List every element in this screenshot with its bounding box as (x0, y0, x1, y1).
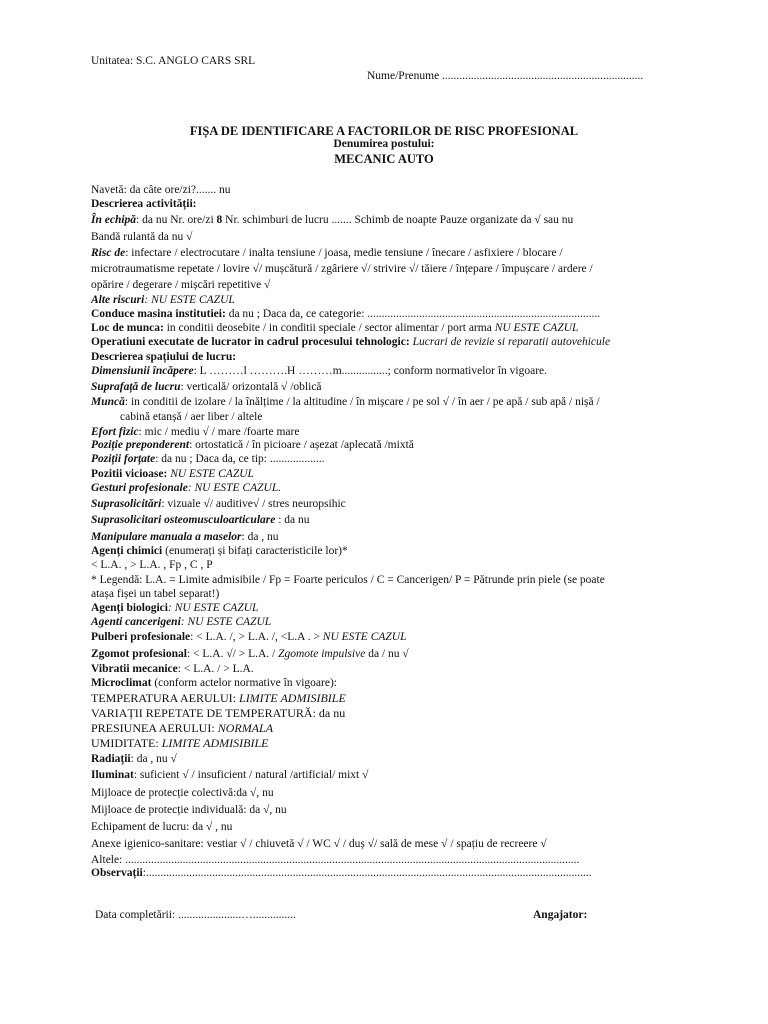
name-field: Nume/Prenume ...................................................................... (367, 70, 644, 82)
text: : infectare / electrocutare / inalta tensiune / joasa, medie tensiune / înecare / asfixiere / blocare / (125, 247, 563, 259)
row-dimensiuni (91, 364, 547, 378)
row-operatiuni (91, 335, 610, 349)
row-munca (91, 395, 600, 409)
text: (enumerați și bifați caracteristicile lor)* (162, 545, 348, 557)
label: Pozitii vicioase: (91, 468, 168, 480)
text: : da nu ; Daca da, ce tip: ................... (155, 453, 325, 465)
label: Suprasolicitari osteomusculoarticulare (91, 514, 276, 526)
value: : NU ESTE CAZUL (168, 602, 259, 614)
row-iluminat (91, 768, 368, 782)
text: : in conditii de izolare / la înălțime / la altitudine / în mișcare / pe sol √ / în aer / pe apă / sub apă / nișă / (124, 396, 600, 408)
row-echipament: Echipament de lucru: da √ , nu (91, 821, 233, 833)
row-loc-de-munca (91, 321, 578, 335)
text: : mic / mediu √ / mare /foarte mare (138, 426, 300, 438)
text: : ortostatică / în picioare / așezat /aplecată /mixtă (189, 439, 414, 451)
value: LIMITE ADMISIBILE (239, 691, 346, 705)
value: NU ESTE CAZUL (167, 468, 254, 480)
text: : < L.A. / > L.A. (177, 663, 254, 675)
text: : suficient √ / insuficient / natural /artificial/ mixt √ (133, 769, 369, 781)
label: Agenți biologici (91, 602, 168, 614)
row-pozitii-fortate (91, 452, 324, 466)
row-suprafata (91, 380, 322, 394)
label: Risc de (91, 247, 126, 259)
row-agenti-chimici (91, 544, 348, 558)
row-osteomusculo (91, 513, 310, 527)
row-risc (91, 246, 563, 260)
row-variatii: VARIAȚII REPETATE DE TEMPERATURĂ: da nu (91, 706, 346, 720)
label: Pulberi profesionale (91, 631, 191, 643)
row-gesturi (91, 481, 281, 495)
row-conduce-masina (91, 307, 600, 321)
text: : da nu Nr. ore/zi (136, 214, 217, 226)
row-presiune (91, 721, 273, 735)
row-legenda: * Legendă: L.A. = Limite admisibile / Fp = Foarte periculos / C = Cancerigen/ P = Pătrunde prin piele (se poate (91, 574, 605, 586)
text: : da , nu (241, 531, 279, 543)
label: În echipă (91, 214, 137, 226)
text: da / nu √ (365, 648, 409, 660)
text: in conditii deosebite / in conditii speciale / sector alimentar / port arma (163, 322, 495, 334)
row-banda: Bandă rulantă da nu √ (91, 231, 193, 243)
row-observatii (91, 866, 592, 880)
label: Efort fizic (91, 426, 139, 438)
post-label: Denumirea postului: (333, 138, 435, 150)
row-pulberi (91, 630, 407, 644)
row-anexe: Anexe igienico-sanitare: vestiar √ / chiuvetă √ / WC √ / duș √/ sală de mese √ / spațiu de recreere √ (91, 838, 547, 850)
row-umiditate (91, 736, 268, 750)
row-temperatura (91, 691, 346, 705)
row-protectie-colectiva: Mijloace de protecție colectivă:da √, nu (91, 787, 274, 799)
label: Manipulare manuala a maselor (91, 531, 242, 543)
text: : < L.A. /, > L.A. /, <L.A . > (190, 631, 323, 643)
label: Suprafață de lucru (91, 381, 181, 393)
unit-header: Unitatea: S.C. ANGLO CARS SRL (91, 55, 256, 67)
label: Poziție preponderent (91, 439, 190, 451)
label: Conduce masina institutiei: (91, 308, 226, 320)
row-risc-3: opărire / degerare / mișcări repetitive √ (91, 279, 271, 291)
label: Operatiuni executate de lucrator in cadrul procesului tehnologic: (91, 336, 410, 348)
value: Zgomote impulsive (278, 648, 366, 660)
row-protectie-individuala: Mijloace de protecție individuală: da √, nu (91, 804, 287, 816)
label: UMIDITATE: (91, 736, 162, 750)
label: Gesturi profesionale (91, 482, 188, 494)
value: : NU ESTE CAZUL (180, 616, 272, 628)
value: Lucrari de revizie si reparatii autovehicule (409, 336, 611, 348)
row-in-echipa (91, 213, 573, 227)
label: Iluminat (91, 769, 134, 781)
row-pozitie (91, 438, 414, 452)
row-alte-riscuri (91, 293, 235, 307)
label: Vibratii mecanice (91, 663, 178, 675)
value: NU ESTE CAZUL (322, 631, 407, 643)
text: : L ………l ……….H ………m................; conform normativelor în vigoare. (193, 365, 548, 377)
row-altele: Altele: .............................................................................................................................................................. (91, 854, 580, 866)
date-completed: Data completării: ......................…............... (95, 909, 296, 921)
label: Alte riscuri (91, 294, 145, 306)
label: Observații (91, 867, 143, 879)
label: Muncă (91, 396, 125, 408)
row-descriere-activitati: Descrierea activității: (91, 198, 197, 210)
post-name: MECANIC AUTO (334, 152, 434, 166)
row-agenti-biologici (91, 601, 258, 615)
document-title: FIȘA DE IDENTIFICARE A FACTORILOR DE RISC PROFESIONAL (189, 124, 579, 138)
text: : da , nu √ (130, 753, 177, 765)
row-risc-2: microtraumatisme repetate / lovire √/ mușcătură / zgâriere √/ strivire √/ tăiere / înțepare / împușcare / ardere / (91, 263, 593, 275)
row-pozitii-vicioase (91, 467, 254, 481)
value: LIMITE ADMISIBILE (161, 736, 269, 750)
row-radiatii (91, 752, 177, 766)
row-manipulare (91, 530, 279, 544)
label: Zgomot profesional (91, 648, 187, 660)
row-munca-2: cabină etanșă / aer liber / altele (120, 411, 263, 423)
value: 8 (216, 214, 223, 226)
row-legenda-2: atașa fișei un tabel separat!) (91, 588, 220, 600)
text: Nr. schimburi de lucru ....... Schimb de noapte Pauze organizate da √ sau nu (222, 214, 574, 226)
text: :........................................................................................................................................................... (142, 867, 592, 879)
row-naveta: Navetă: da câte ore/zi?....... nu (91, 184, 231, 196)
label: PRESIUNEA AERULUI: (91, 721, 218, 735)
label: Agenti cancerigeni (91, 616, 181, 628)
text: : verticală/ orizontală √ /oblică (180, 381, 322, 393)
text: : < L.A. √/ > L.A. / (186, 648, 279, 660)
text: da nu ; Daca da, ce categorie: ................................................................................. (225, 308, 601, 320)
value: : NU ESTE CAZUL. (187, 482, 282, 494)
label: Microclimat (91, 677, 152, 689)
label: Dimensiunii încăpere (91, 365, 194, 377)
row-descriere-spatiu: Descrierea spațiului de lucru: (91, 351, 237, 363)
text: : vizuale √/ auditive√ / stres neuropsihic (161, 498, 346, 510)
label: TEMPERATURA AERULUI: (91, 691, 240, 705)
row-efort (91, 425, 299, 439)
row-vibratii (91, 662, 254, 676)
label: Poziții forțate (91, 453, 156, 465)
label: Suprasolicitări (91, 498, 162, 510)
label: Agenți chimici (91, 545, 163, 557)
row-agenti-cancerigeni (91, 615, 271, 629)
value: : NU ESTE CAZUL (144, 294, 235, 306)
value: NORMALA (217, 721, 274, 735)
row-suprasolicitari (91, 497, 346, 511)
text: : da nu (275, 514, 310, 526)
row-microclimat (91, 676, 337, 690)
label: Loc de munca: (91, 322, 164, 334)
row-agenti-chimici-2: < L.A. , > L.A. , Fp , C , P (91, 559, 213, 571)
employer-label: Angajator: (533, 909, 588, 921)
value: NU ESTE CAZUL (494, 322, 579, 334)
row-zgomot (91, 647, 409, 661)
label: Radiații (91, 753, 131, 765)
text: (conform actelor normative în vigoare): (151, 677, 337, 689)
